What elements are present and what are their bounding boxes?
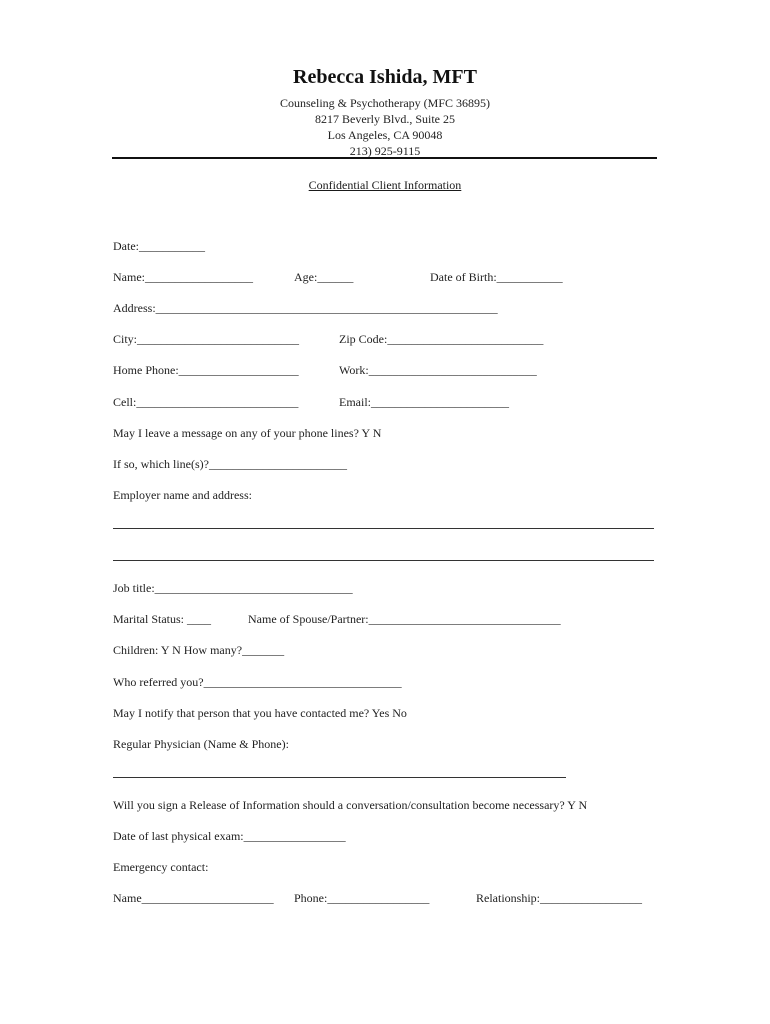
street-address: 8217 Beverly Blvd., Suite 25 — [315, 112, 455, 126]
practitioner-name: Rebecca Ishida, MFT — [293, 66, 477, 88]
header-divider — [112, 157, 657, 159]
city-field[interactable]: City:___________________________ — [113, 332, 300, 346]
spouse-name-field[interactable]: Name of Spouse/Partner:________________________________ — [248, 612, 561, 626]
cell-field[interactable]: Cell:___________________________ — [113, 395, 299, 409]
date-field[interactable]: Date:___________ — [113, 239, 205, 253]
emergency-name-field[interactable]: Name______________________ — [113, 891, 274, 905]
physician-line[interactable] — [113, 777, 566, 778]
phone-number: 213) 925-9115 — [349, 144, 421, 158]
practice-description: Counseling & Psychotherapy (MFC 36895) — [280, 96, 490, 110]
job-title-field[interactable]: Job title:_________________________________ — [113, 581, 353, 595]
emergency-relationship-field[interactable]: Relationship:_________________ — [476, 891, 642, 905]
email-field[interactable]: Email:_______________________ — [339, 395, 509, 409]
name-field[interactable]: Name:__________________ — [113, 270, 253, 284]
referred-by-field[interactable]: Who referred you?_________________________________ — [113, 675, 402, 689]
physician-label: Regular Physician (Name & Phone): — [113, 737, 289, 751]
employer-line-1[interactable] — [113, 528, 654, 529]
work-phone-field[interactable]: Work:____________________________ — [339, 363, 537, 377]
form-title: Confidential Client Information — [308, 178, 462, 192]
address-field[interactable]: Address:_________________________________________________________ — [113, 301, 498, 315]
zip-field[interactable]: Zip Code:__________________________ — [339, 332, 544, 346]
home-phone-field[interactable]: Home Phone:____________________ — [113, 363, 299, 377]
emergency-phone-field[interactable]: Phone:_________________ — [294, 891, 430, 905]
children-field[interactable]: Children: Y N How many?_______ — [113, 643, 285, 657]
emergency-contact-label: Emergency contact: — [113, 860, 209, 874]
which-lines-field[interactable]: If so, which line(s)?_______________________ — [113, 457, 347, 471]
age-field[interactable]: Age:______ — [294, 270, 354, 284]
last-exam-field[interactable]: Date of last physical exam:_________________ — [113, 829, 346, 843]
message-question[interactable]: May I leave a message on any of your phone lines? Y N — [113, 426, 382, 440]
dob-field[interactable]: Date of Birth:___________ — [430, 270, 563, 284]
employer-line-2[interactable] — [113, 560, 654, 561]
city-address: Los Angeles, CA 90048 — [327, 128, 443, 142]
release-question[interactable]: Will you sign a Release of Information should a conversation/consultation become necessary? Y N — [113, 798, 588, 812]
marital-status-field[interactable]: Marital Status: ____ — [113, 612, 211, 626]
notify-referrer-question[interactable]: May I notify that person that you have contacted me? Yes No — [113, 706, 407, 720]
employer-label: Employer name and address: — [113, 488, 252, 502]
